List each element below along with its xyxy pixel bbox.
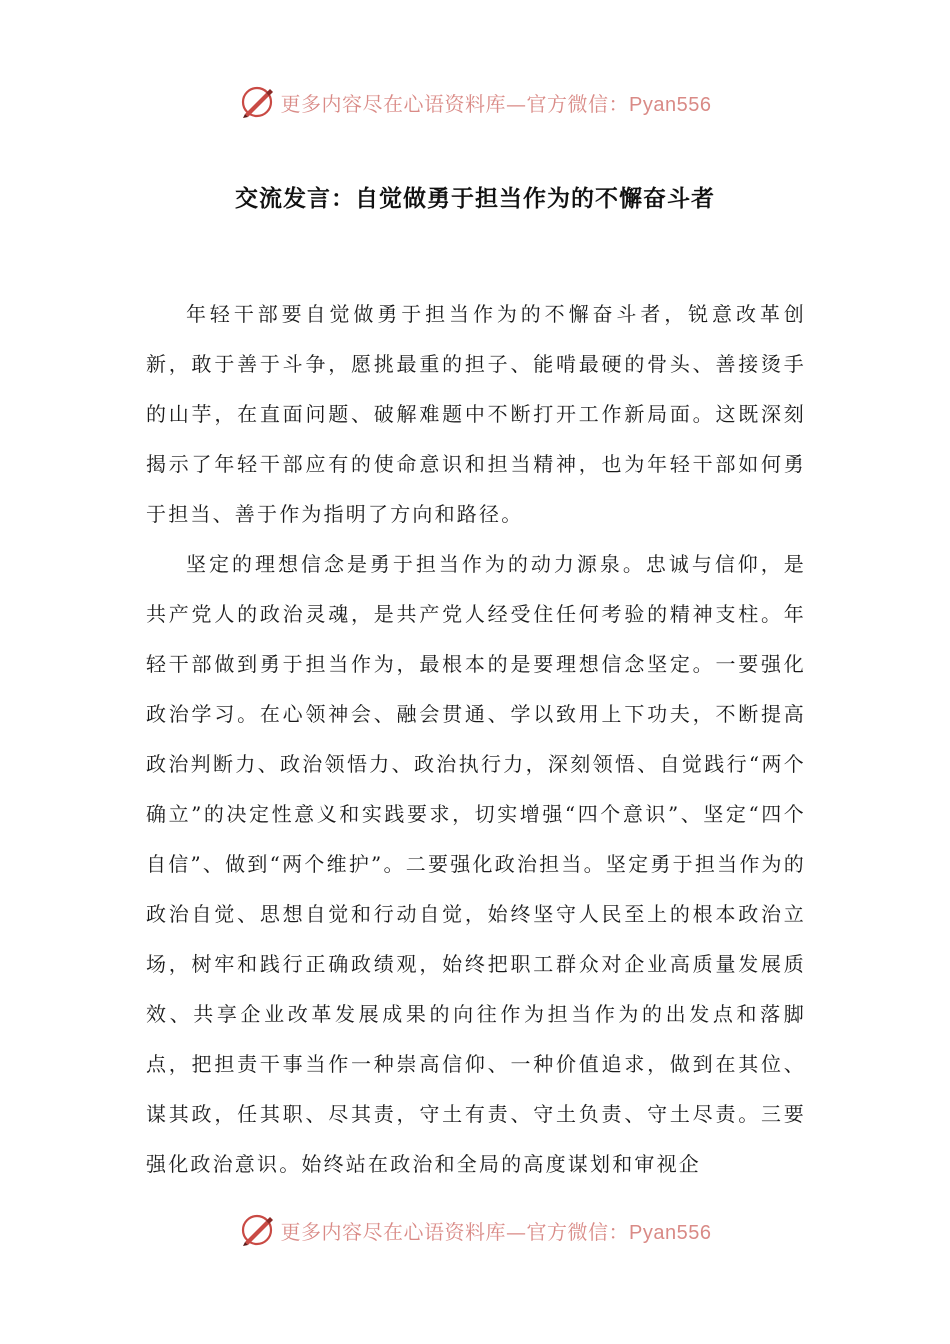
header-watermark-banner [0,82,950,122]
paragraph: 年轻干部要自觉做勇于担当作为的不懈奋斗者，锐意改革创新，敢于善于斗争，愿挑最重的担子、能啃最硬的骨头、善接烫手的山芋，在直面问题、破解难题中不断打开工作新局面。这既深刻揭示了年轻干部应有的使命意识和担当精神，也为年轻干部如何勇于担当、善于作为指明了方向和路径。 [146,302,806,526]
document-title: 交流发言：自觉做勇于担当作为的不懈奋斗者 [235,186,715,212]
wechat-id: Pyan556 [629,93,712,116]
watermark-text: 更多内容尽在心语资料库—官方微信：Pyan556 [280,91,712,116]
watermark-text: 更多内容尽在心语资料库—官方微信：Pyan556 [280,1219,712,1244]
wechat-id: Pyan556 [629,1221,712,1244]
document-body [146,289,806,1189]
pen-logo-icon [239,1212,275,1248]
paragraph: 坚定的理想信念是勇于担当作为的动力源泉。忠诚与信仰，是共产党人的政治灵魂，是共产党人经受住任何考验的精神支柱。年轻干部做到勇于担当作为，最根本的是要理想信念坚定。一要强化政治学习。在心领神会、融会贯通、学以致用上下功夫，不断提高政治判断力、政治领悟力、政治执行力，深刻领悟、自觉践行“两个确立”的决定性意义和实践要求，切实增强“四个意识”、坚定“四个自信”、做到“两个维护”。二要强化政治担当。坚定勇于担当作为的政治自觉、思想自觉和行动自觉，始终坚守人民至上的根本政治立场，树牢和践行正确政绩观，始终把职工群众对企业高质量发展质效、共享企业改革发展成果的向往作为担当作为的出发点和落脚点，把担责干事当作一种崇高信仰、一种价值追求，做到在其位、谋其政，任其职、尽其责，守土有责、守土负责、守土尽责。三要强化政治意识。始终站在政治和全局的高度谋划和审视企 [146,552,806,1176]
pen-logo-icon [239,84,275,120]
footer-watermark-banner [0,1210,950,1250]
